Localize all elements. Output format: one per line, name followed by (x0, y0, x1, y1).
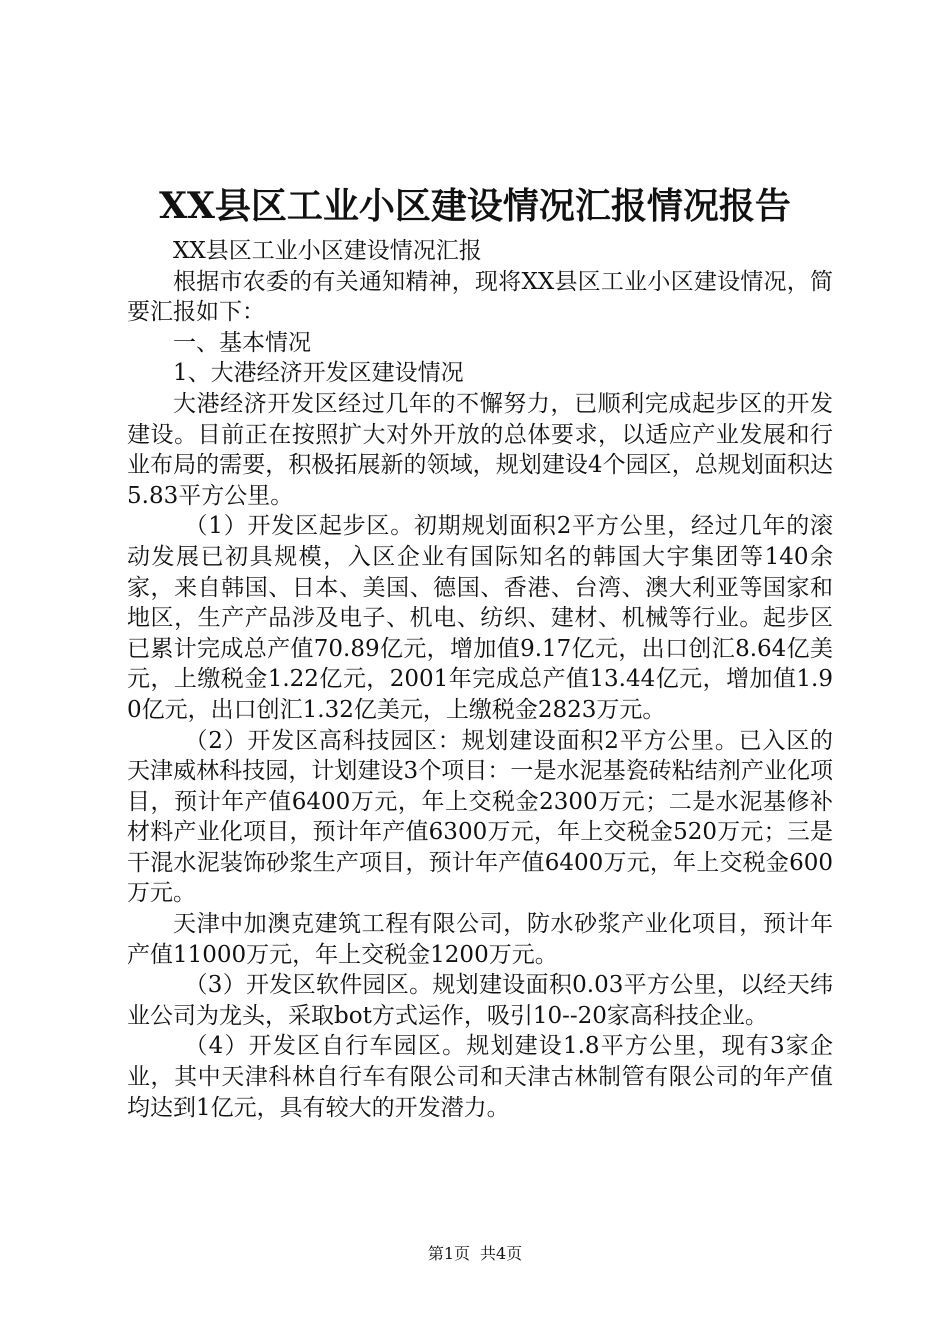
page-total: 共4页 (480, 1244, 523, 1263)
paragraph-bicycle-zone: （4）开发区自行车园区。规划建设1.8平方公里，现有3家企业，其中天津科林自行车有限公司和天津古林制管有限公司的年产值均达到1亿元，具有较大的开发潜力。 (127, 1033, 833, 1121)
paragraph-software-zone: （3）开发区软件园区。规划建设面积0.03平方公里，以经天纬业公司为龙头，采取bot方式运作，吸引10--20家高科技企业。 (127, 972, 833, 1029)
document-title: XX县区工业小区建设情况汇报情况报告 (159, 185, 791, 227)
paragraph-subtitle: XX县区工业小区建设情况汇报 (173, 238, 482, 264)
page-footer (0, 1243, 950, 1265)
paragraph-intro: 根据市农委的有关通知精神，现将XX县区工业小区建设情况，简要汇报如下： (127, 268, 833, 326)
subsection-heading-dagang: 1、大港经济开发区建设情况 (173, 360, 464, 387)
paragraph-startup-zone: （1）开发区起步区。初期规划面积2平方公里，经过几年的滚动发展已初具规模，入区企业有国际知名的韩国大宇集团等140余家，来自韩国、日本、美国、德国、香港、台湾、澳大利亚等国家和地区，生产产品涉及电子、机电、纺织、建材、机械等行业。起步区已累计完成总产值70.89亿元，增加值9.17亿元，出口创汇8.64亿美元，上缴税金1.22亿元，2001年完成总产值13.44亿元，增加值1.90亿元，出口创汇1.32亿美元，上缴税金2823万元。 (127, 513, 833, 723)
section-heading-basic: 一、基本情况 (173, 329, 311, 356)
page-number: 第1页 (427, 1244, 470, 1263)
paragraph-dagang-overview: 大港经济开发区经过几年的不懈努力，已顺利完成起步区的开发建设。目前正在按照扩大对外开放的总体要求，以适应产业发展和行业布局的需要，积极拓展新的领域，规划建设4个园区，总规划面积达5.83平方公里。 (127, 390, 833, 509)
paragraph-zhongjia-aoke: 天津中加澳克建筑工程有限公司，防水砂浆产业化项目，预计年产值11000万元，年上交税金1200万元。 (127, 911, 833, 968)
paragraph-hightech-zone: （2）开发区高科技园区：规划建设面积2平方公里。已入区的天津威林科技园，计划建设3个项目：一是水泥基瓷砖粘结剂产业化项目，预计年产值6400万元，年上交税金2300万元；二是水泥基修补材料产业化项目，预计年产值6300万元，年上交税金520万元；三是干混水泥装饰砂浆生产项目，预计年产值6400万元，年上交税金600万元。 (127, 727, 833, 907)
document-body (127, 236, 833, 1123)
